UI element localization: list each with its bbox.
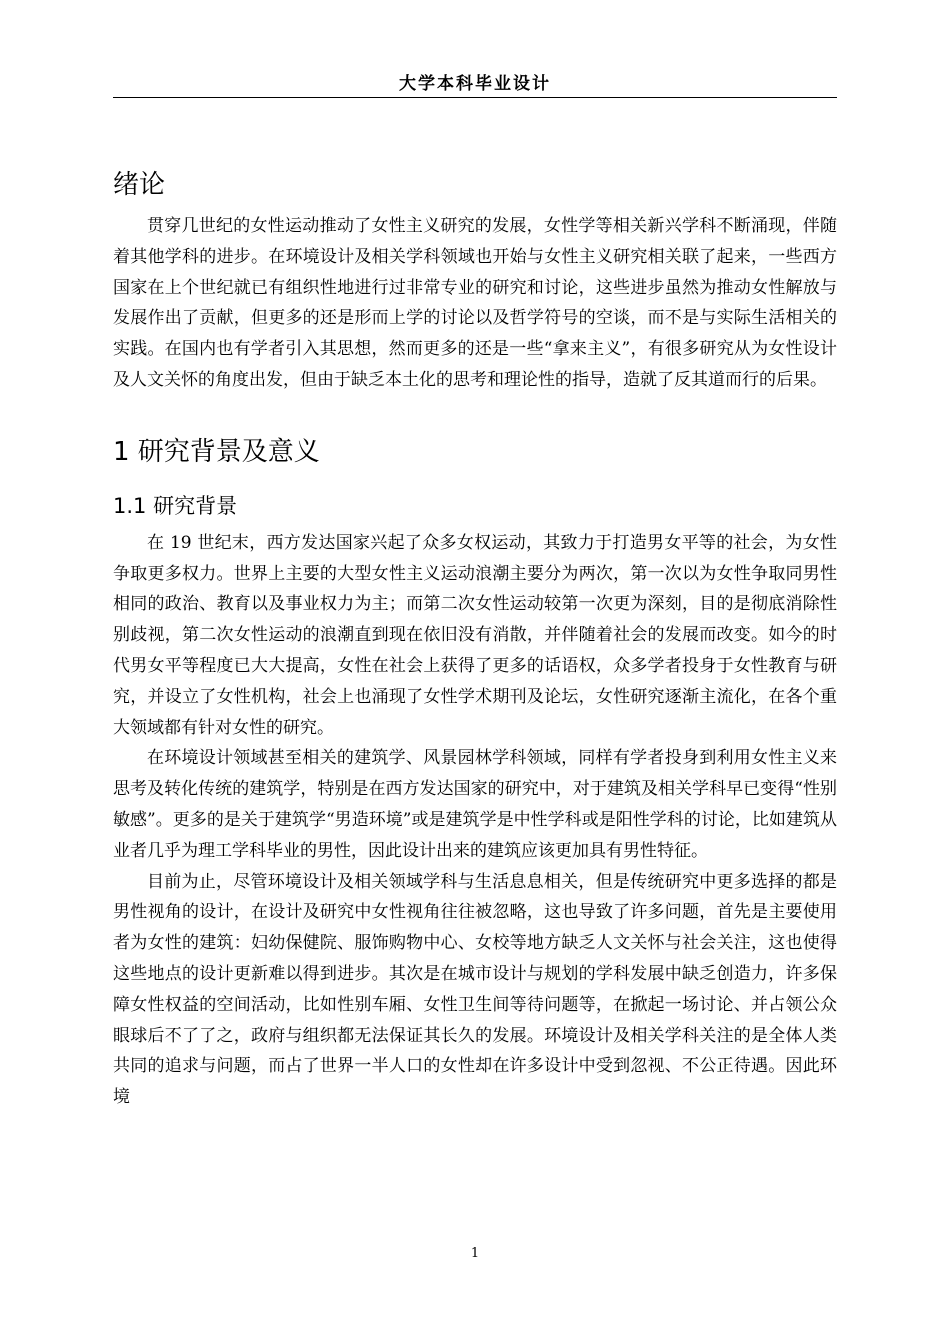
body-paragraph: 在 19 世纪末，西方发达国家兴起了众多女权运动，其致力于打造男女平等的社会，为女性争取更多权力。世界上主要的大型女性主义运动浪潮主要分为两次，第一次以为女性争取同男性相同的政治、教育以及事业权力为主；而第二次女性运动较第一次更为深刻，目的是彻底消除性别歧视，第二次女性运动的浪潮直到现在依旧没有消散，并伴随着社会的发展而改变。如今的时代男女平等程度已大大提高，女性在社会上获得了更多的话语权，众多学者投身于女性教育与研究，并设立了女性机构，社会上也涌现了女性学术期刊及论坛，女性研究逐渐主流化，在各个重大领域都有针对女性的研究。 (113, 532, 837, 738)
running-header: 大学本科毕业设计 (399, 74, 551, 94)
page-number: 1 (470, 1246, 480, 1261)
body-paragraph: 在环境设计领域甚至相关的建筑学、风景园林学科领域，同样有学者投身到利用女性主义来思考及转化传统的建筑学，特别是在西方发达国家的研究中，对于建筑及相关学科早已变得“性别敏感”。更多的是关于建筑学“男造环境”或是建筑学是中性学科或是阳性学科的讨论，比如建筑从业者几乎为理工学科毕业的男性，因此设计出来的建筑应该更加具有男性特征。 (113, 748, 837, 861)
intro-paragraph: 贯穿几世纪的女性运动推动了女性主义研究的发展，女性学等相关新兴学科不断涌现，伴随着其他学科的进步。在环境设计及相关学科领域也开始与女性主义研究相关联了起来，一些西方国家在上个世纪就已有组织性地进行过非常专业的研究和讨论，这些进步虽然为推动女性解放与发展作出了贡献，但更多的还是形而上学的讨论以及哲学符号的空谈，而不是与实际生活相关的实践。在国内也有学者引入其思想，然而更多的还是一些“拿来主义”，有很多研究从为女性设计及人文关怀的角度出发，但由于缺乏本土化的思考和理论性的指导，造就了反其道而行的后果。 (113, 216, 837, 390)
body-paragraph: 目前为止，尽管环境设计及相关领域学科与生活息息相关，但是传统研究中更多选择的都是男性视角的设计，在设计及研究中女性视角往往被忽略，这也导致了许多问题，首先是主要使用者为女性的建筑：妇幼保健院、服饰购物中心、女校等地方缺乏人文关怀与社会关注，这也使得这些地点的设计更新难以得到进步。其次是在城市设计与规划的学科发展中缺乏创造力，许多保障女性权益的空间活动，比如性别车厢、女性卫生间等待问题等，在掀起一场讨论、并占领公众眼球后不了了之，政府与组织都无法保证其长久的发展。环境设计及相关学科关注的是全体人类共同的追求与问题，而占了世界一半人口的女性却在许多设计中受到忽视、不公正待遇。因此环境 (113, 871, 837, 1108)
section-1-1-heading: 1.1 研究背景 (113, 493, 238, 518)
header-rule (113, 97, 837, 98)
page-content (113, 163, 837, 1113)
chapter-1-heading: 1 研究背景及意义 (113, 436, 320, 467)
intro-heading: 绪论 (113, 170, 166, 200)
